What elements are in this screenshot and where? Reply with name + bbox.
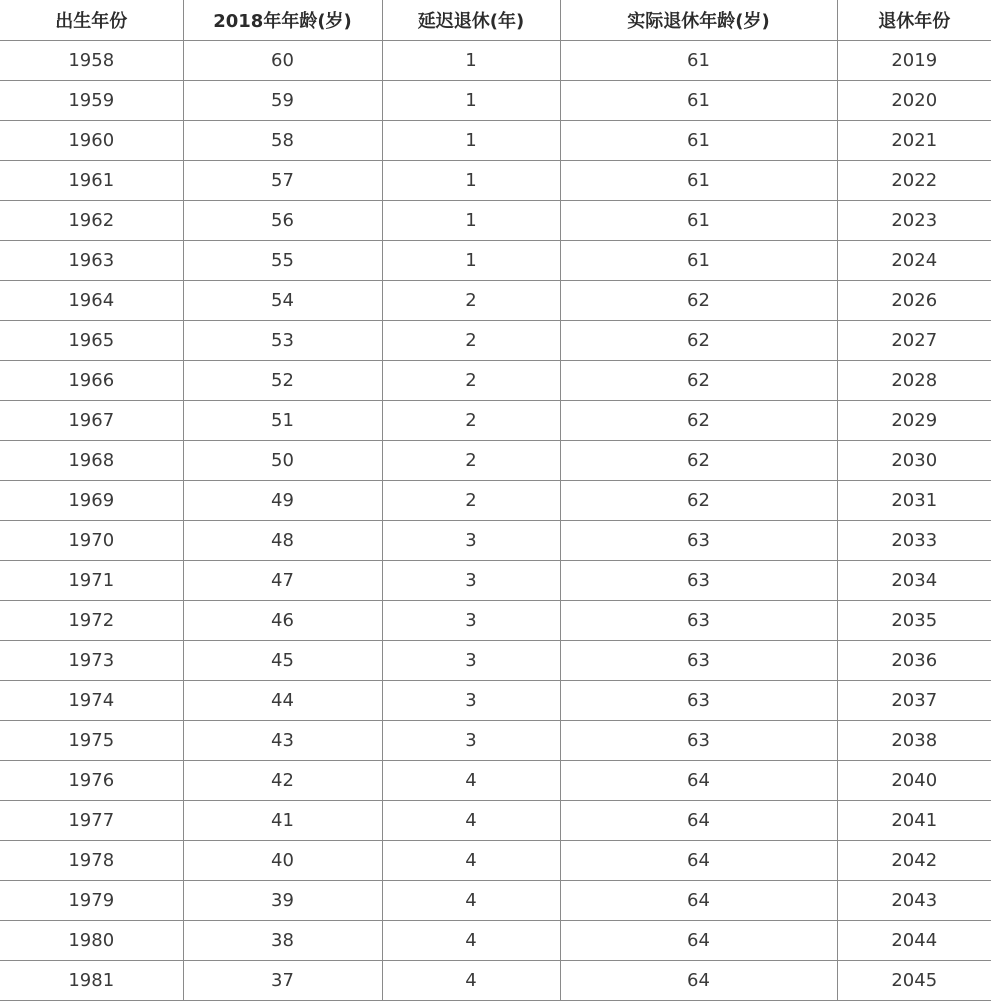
cell-retire-year: 2036: [837, 640, 991, 680]
table-row: [0, 680, 991, 720]
cell-retire-year: 2034: [837, 560, 991, 600]
table-row: [0, 760, 991, 800]
cell-delay-years: 1: [382, 160, 560, 200]
cell-age-2018: 46: [183, 600, 382, 640]
cell-age-2018: 40: [183, 840, 382, 880]
cell-age-2018: 54: [183, 280, 382, 320]
cell-actual-retire-age: 61: [560, 40, 837, 80]
table-row: [0, 400, 991, 440]
header-actual-retire-age: 实际退休年龄(岁): [560, 0, 837, 40]
cell-birth-year: 1970: [0, 520, 183, 560]
table-row: [0, 80, 991, 120]
cell-retire-year: 2044: [837, 920, 991, 960]
table-body: [0, 40, 991, 1000]
cell-delay-years: 3: [382, 560, 560, 600]
table-row: [0, 560, 991, 600]
cell-retire-year: 2035: [837, 600, 991, 640]
cell-actual-retire-age: 62: [560, 480, 837, 520]
table-row: [0, 880, 991, 920]
table-header: [0, 0, 991, 40]
cell-delay-years: 4: [382, 960, 560, 1000]
header-retire-year: 退休年份: [837, 0, 991, 40]
cell-birth-year: 1980: [0, 920, 183, 960]
cell-delay-years: 2: [382, 320, 560, 360]
cell-actual-retire-age: 63: [560, 600, 837, 640]
cell-retire-year: 2022: [837, 160, 991, 200]
cell-age-2018: 52: [183, 360, 382, 400]
cell-delay-years: 1: [382, 120, 560, 160]
header-birth-year: 出生年份: [0, 0, 183, 40]
cell-actual-retire-age: 63: [560, 640, 837, 680]
cell-delay-years: 2: [382, 400, 560, 440]
cell-delay-years: 4: [382, 920, 560, 960]
cell-actual-retire-age: 64: [560, 760, 837, 800]
table-row: [0, 600, 991, 640]
cell-age-2018: 41: [183, 800, 382, 840]
cell-birth-year: 1976: [0, 760, 183, 800]
cell-age-2018: 53: [183, 320, 382, 360]
cell-age-2018: 38: [183, 920, 382, 960]
cell-birth-year: 1979: [0, 880, 183, 920]
cell-delay-years: 1: [382, 40, 560, 80]
cell-age-2018: 48: [183, 520, 382, 560]
cell-retire-year: 2028: [837, 360, 991, 400]
cell-delay-years: 3: [382, 640, 560, 680]
cell-birth-year: 1977: [0, 800, 183, 840]
cell-delay-years: 4: [382, 800, 560, 840]
cell-retire-year: 2027: [837, 320, 991, 360]
cell-birth-year: 1965: [0, 320, 183, 360]
cell-delay-years: 3: [382, 680, 560, 720]
table-row: [0, 720, 991, 760]
cell-actual-retire-age: 64: [560, 800, 837, 840]
header-age-2018: 2018年年龄(岁): [183, 0, 382, 40]
cell-actual-retire-age: 62: [560, 440, 837, 480]
cell-birth-year: 1967: [0, 400, 183, 440]
cell-actual-retire-age: 61: [560, 120, 837, 160]
table-row: [0, 280, 991, 320]
cell-age-2018: 43: [183, 720, 382, 760]
cell-delay-years: 2: [382, 440, 560, 480]
cell-age-2018: 47: [183, 560, 382, 600]
cell-actual-retire-age: 64: [560, 920, 837, 960]
cell-age-2018: 44: [183, 680, 382, 720]
table-row: [0, 840, 991, 880]
cell-birth-year: 1961: [0, 160, 183, 200]
cell-delay-years: 3: [382, 720, 560, 760]
cell-delay-years: 2: [382, 480, 560, 520]
table-row: [0, 440, 991, 480]
cell-age-2018: 59: [183, 80, 382, 120]
header-delay-years: 延迟退休(年): [382, 0, 560, 40]
cell-retire-year: 2026: [837, 280, 991, 320]
cell-birth-year: 1978: [0, 840, 183, 880]
cell-age-2018: 45: [183, 640, 382, 680]
cell-actual-retire-age: 64: [560, 880, 837, 920]
cell-delay-years: 2: [382, 360, 560, 400]
table-row: [0, 240, 991, 280]
cell-age-2018: 60: [183, 40, 382, 80]
cell-age-2018: 55: [183, 240, 382, 280]
cell-retire-year: 2043: [837, 880, 991, 920]
cell-actual-retire-age: 62: [560, 360, 837, 400]
cell-delay-years: 4: [382, 880, 560, 920]
header-row: [0, 0, 991, 40]
table-row: [0, 520, 991, 560]
cell-birth-year: 1974: [0, 680, 183, 720]
cell-retire-year: 2033: [837, 520, 991, 560]
cell-retire-year: 2029: [837, 400, 991, 440]
cell-birth-year: 1973: [0, 640, 183, 680]
table-row: [0, 320, 991, 360]
cell-retire-year: 2040: [837, 760, 991, 800]
cell-birth-year: 1960: [0, 120, 183, 160]
cell-birth-year: 1964: [0, 280, 183, 320]
cell-retire-year: 2020: [837, 80, 991, 120]
table-row: [0, 920, 991, 960]
cell-retire-year: 2019: [837, 40, 991, 80]
cell-age-2018: 37: [183, 960, 382, 1000]
cell-age-2018: 49: [183, 480, 382, 520]
cell-age-2018: 42: [183, 760, 382, 800]
cell-birth-year: 1963: [0, 240, 183, 280]
cell-actual-retire-age: 61: [560, 80, 837, 120]
cell-retire-year: 2023: [837, 200, 991, 240]
cell-delay-years: 4: [382, 840, 560, 880]
cell-birth-year: 1969: [0, 480, 183, 520]
cell-retire-year: 2030: [837, 440, 991, 480]
cell-birth-year: 1966: [0, 360, 183, 400]
cell-birth-year: 1958: [0, 40, 183, 80]
cell-actual-retire-age: 63: [560, 520, 837, 560]
cell-actual-retire-age: 61: [560, 240, 837, 280]
cell-delay-years: 1: [382, 200, 560, 240]
table-row: [0, 40, 991, 80]
cell-delay-years: 2: [382, 280, 560, 320]
cell-birth-year: 1975: [0, 720, 183, 760]
table-row: [0, 120, 991, 160]
cell-actual-retire-age: 64: [560, 960, 837, 1000]
cell-birth-year: 1981: [0, 960, 183, 1000]
cell-retire-year: 2041: [837, 800, 991, 840]
cell-actual-retire-age: 62: [560, 400, 837, 440]
cell-retire-year: 2037: [837, 680, 991, 720]
cell-retire-year: 2031: [837, 480, 991, 520]
cell-age-2018: 57: [183, 160, 382, 200]
cell-delay-years: 1: [382, 240, 560, 280]
cell-age-2018: 39: [183, 880, 382, 920]
cell-actual-retire-age: 63: [560, 680, 837, 720]
cell-delay-years: 1: [382, 80, 560, 120]
cell-delay-years: 3: [382, 600, 560, 640]
table-row: [0, 800, 991, 840]
cell-birth-year: 1972: [0, 600, 183, 640]
cell-age-2018: 51: [183, 400, 382, 440]
cell-actual-retire-age: 63: [560, 560, 837, 600]
cell-actual-retire-age: 61: [560, 160, 837, 200]
cell-birth-year: 1968: [0, 440, 183, 480]
table-row: [0, 640, 991, 680]
cell-age-2018: 50: [183, 440, 382, 480]
cell-age-2018: 58: [183, 120, 382, 160]
cell-retire-year: 2045: [837, 960, 991, 1000]
cell-actual-retire-age: 64: [560, 840, 837, 880]
cell-actual-retire-age: 62: [560, 280, 837, 320]
cell-actual-retire-age: 61: [560, 200, 837, 240]
cell-delay-years: 3: [382, 520, 560, 560]
cell-retire-year: 2021: [837, 120, 991, 160]
cell-actual-retire-age: 62: [560, 320, 837, 360]
cell-delay-years: 4: [382, 760, 560, 800]
cell-retire-year: 2042: [837, 840, 991, 880]
table-row: [0, 480, 991, 520]
table-row: [0, 160, 991, 200]
table-row: [0, 200, 991, 240]
cell-age-2018: 56: [183, 200, 382, 240]
cell-retire-year: 2038: [837, 720, 991, 760]
table-row: [0, 960, 991, 1000]
table-row: [0, 360, 991, 400]
cell-birth-year: 1959: [0, 80, 183, 120]
cell-actual-retire-age: 63: [560, 720, 837, 760]
cell-birth-year: 1962: [0, 200, 183, 240]
cell-birth-year: 1971: [0, 560, 183, 600]
cell-retire-year: 2024: [837, 240, 991, 280]
